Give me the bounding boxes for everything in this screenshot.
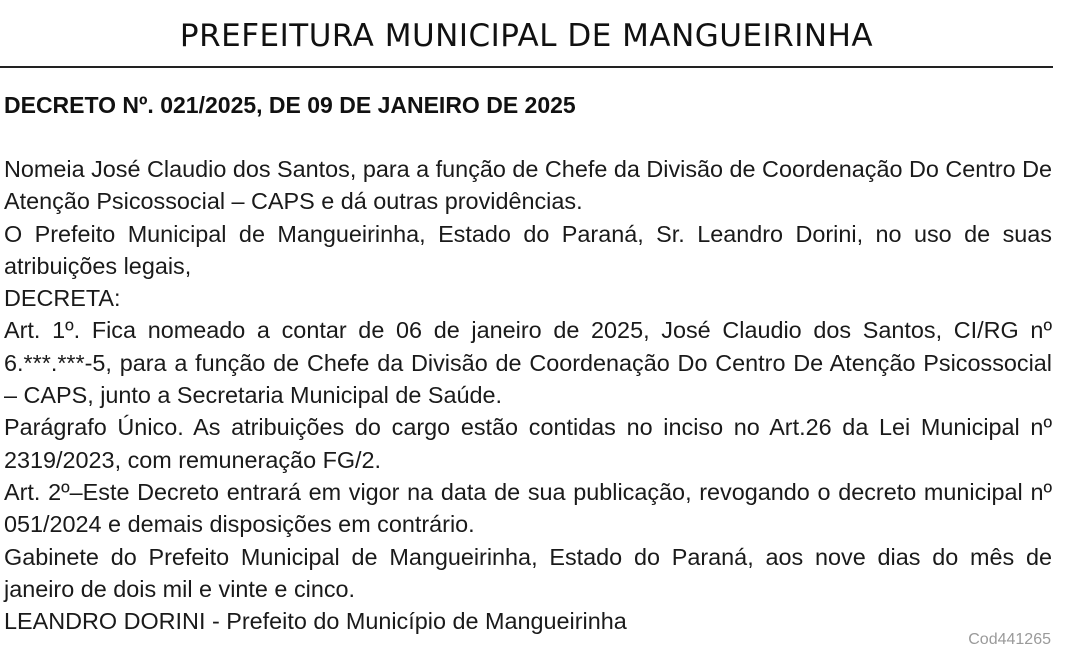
decree-sole-paragraph: Parágrafo Único. As atribuições do cargo estão contidas no inciso no Art.26 da Lei Municipal nº 2319/2023, com remuneração FG/2. [4, 414, 1052, 473]
decree-title: DECRETO Nº. 021/2025, DE 09 DE JANEIRO DE 2025 [4, 92, 576, 118]
decree-article-2: Art. 2º–Este Decreto entrará em vigor na data de sua publicação, revogando o decreto municipal nº 051/2024 e demais disposições em contrário. [4, 478, 1052, 538]
decree-signature: LEANDRO DORINI - Prefeito do Município de Mangueirinha [4, 608, 627, 635]
header-title: PREFEITURA MUNICIPAL DE MANGUEIRINHA [179, 18, 874, 54]
decree-closing: Gabinete do Prefeito Municipal de Mangueirinha, Estado do Paraná, aos nove dias do mês de janeiro de dois mil e vinte e cinco. [4, 543, 1052, 602]
decree-decreta: DECRETA: [4, 285, 121, 312]
decree-preamble: O Prefeito Municipal de Mangueirinha, Estado do Paraná, Sr. Leandro Dorini, no uso de suas atribuições legais, [4, 220, 1052, 279]
decree-summary: Nomeia José Claudio dos Santos, para a função de Chefe da Divisão de Coordenação Do Centro De Atenção Psicossocial – CAPS e dá outras providências. [4, 156, 1053, 215]
decree-body [4, 153, 1052, 637]
decree-article-1: Art. 1º. Fica nomeado a contar de 06 de janeiro de 2025, José Claudio dos Santos, CI/RG nº 6.***.***-5, para a função de Chefe da Divisão de Coordenação Do Centro De Atenção Psicossocial – CAPS, junto a Secretaria Municipal de Saúde. [4, 317, 1052, 409]
publication-code: Cod441265 [968, 631, 1051, 648]
page-header [0, 0, 1053, 68]
